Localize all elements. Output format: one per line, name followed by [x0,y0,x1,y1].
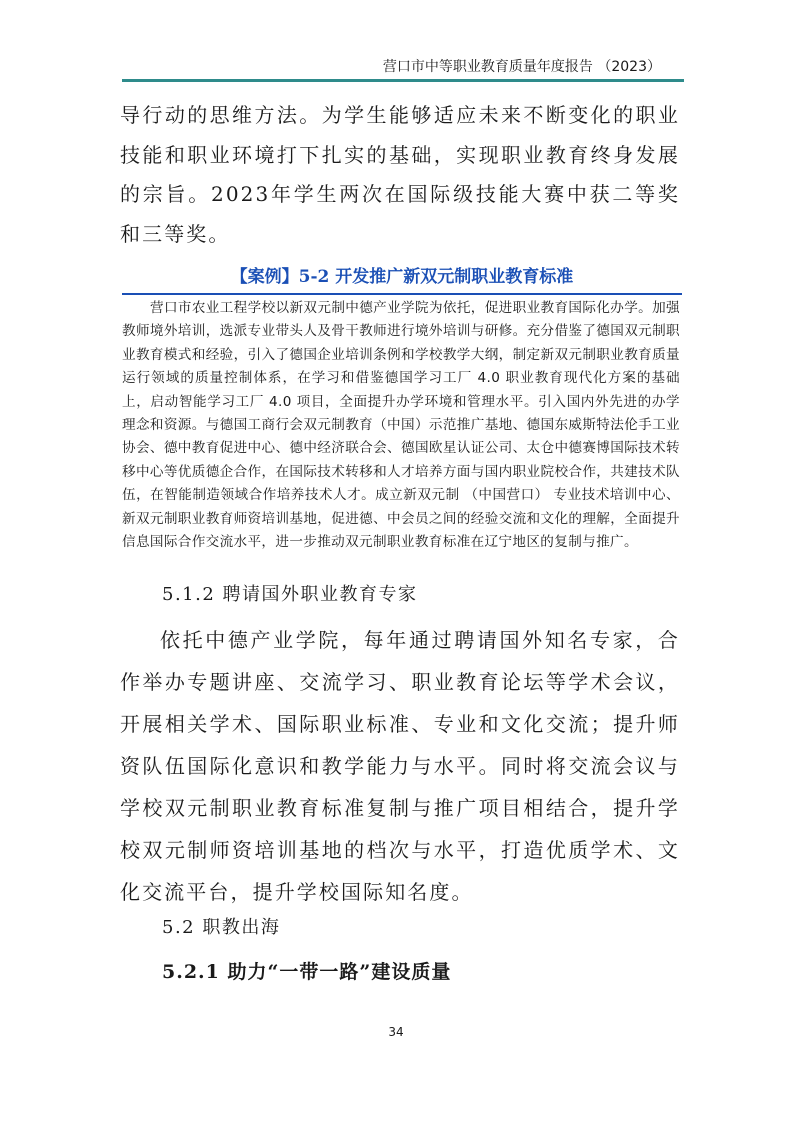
page-number: 34 [388,1025,404,1039]
heading-5-2-1: 5.2.1 助力“一带一路”建设质量 [162,961,452,983]
page-header-title: 营口市中等职业教育质量年度报告 （2023） [382,59,661,75]
case-body-text: 营口市农业工程学校以新双元制中德产业学院为依托，促进职业教育国际化办学。加强教师境外培训，选派专业带头人及骨干教师进行境外培训与研修。充分借鉴了德国双元制职业教育模式和经验，引入了德国企业培训条例和学校教学大纲，制定新双元制职业教育质量运行领域的质量控制体系，在学习和借鉴德国学习工厂 4.0 职业教育现代化方案的基础上，启动智能学习工厂 4.0 项目，全面提升办学环境和管理水平。引入国内外先进的办学理念和资源。与德国工商行会双元制教育（中国）示范推广基地、德国东威斯特法伦手工业协会、德中教育促进中心、德中经济联合会、德国欧星认证公司、太仓中德赛博国际技术转移中心等优质德企合作，在国际技术转移和人才培养方面与国内职业院校合作，共建技术队伍，在智能制造领域合作培养技术人才。成立新双元制 （中国营口） 专业技术培训中心、新双元制职业教育师资培训基地，促进德、中会员之间的经验交流和文化的理解，全面提升信息国际合作交流水平，进一步推动双元制职业教育标准在辽宁地区的复制与推广。 [122,300,680,551]
heading-5-2: 5.2 职教出海 [162,917,281,938]
intro-paragraph: 导行动的思维方法。为学生能够适应未来不断变化的职业技能和职业环境打下扎实的基础，实现职业教育终身发展的宗旨。2023年学生两次在国际级技能大赛中获二等奖和三等奖。 [120,103,680,246]
experts-paragraph: 依托中德产业学院，每年通过聘请国外知名专家，合作举办专题讲座、交流学习、职业教育论坛等学术会议，开展相关学术、国际职业标准、专业和文化交流；提升师资队伍国际化意识和教学能力与水平。同时将交流会议与学校双元制职业教育标准复制与推广项目相结合，提升学校双元制师资培训基地的档次与水平，打造优质学术、文化交流平台，提升学校国际知名度。 [120,628,680,904]
case-title: 【案例】5-2 开发推广新双元制职业教育标准 [230,267,574,287]
case-title-divider [122,293,682,295]
header-divider [122,79,684,82]
heading-5-1-2: 5.1.2 聘请国外职业教育专家 [162,584,418,605]
